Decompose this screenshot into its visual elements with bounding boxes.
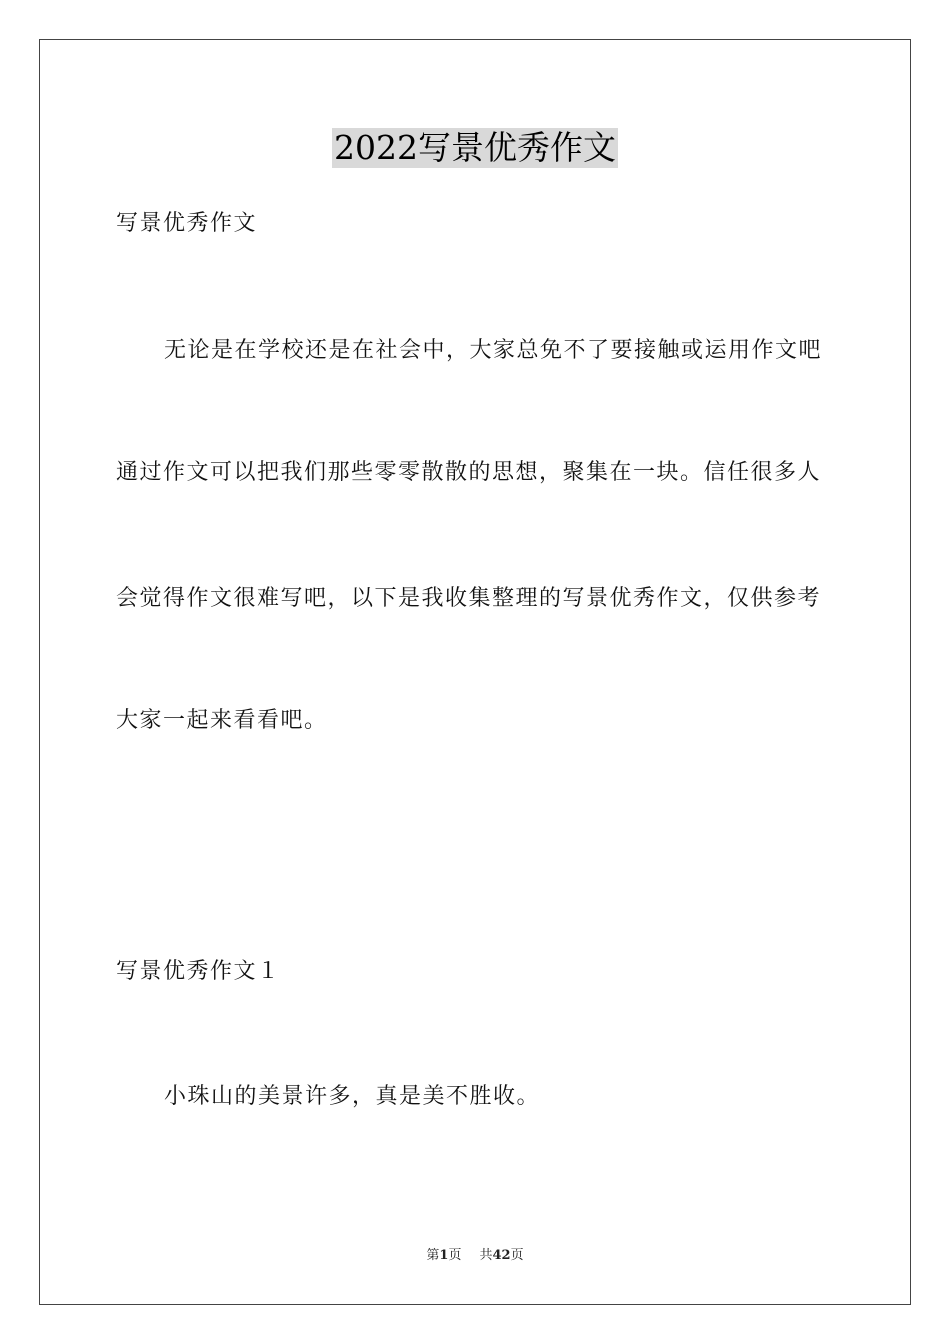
title-container xyxy=(0,128,950,168)
total-suffix: 页 xyxy=(510,1248,524,1263)
intro-line-2: 通过作文可以把我们那些零零散散的思想，聚集在一块。信任很多人 xyxy=(116,460,822,485)
page-footer xyxy=(0,1247,950,1265)
page-prefix: 第 xyxy=(426,1248,440,1263)
section-heading: 写景优秀作文１ xyxy=(116,959,281,984)
document-title: 2022写景优秀作文 xyxy=(334,128,616,167)
intro-line-4: 大家一起来看看吧。 xyxy=(116,708,328,733)
total-pages: 42 xyxy=(492,1248,511,1263)
page-suffix: 页 xyxy=(448,1248,462,1263)
section-paragraph-line-1: 小珠山的美景许多，真是美不胜收。 xyxy=(164,1084,541,1109)
document-subtitle: 写景优秀作文 xyxy=(116,211,258,236)
intro-line-1: 无论是在学校还是在社会中，大家总免不了要接触或运用作文吧 xyxy=(164,338,823,363)
page-number: 1 xyxy=(439,1248,449,1263)
total-prefix: 共 xyxy=(479,1248,493,1263)
intro-line-3: 会觉得作文很难写吧，以下是我收集整理的写景优秀作文，仅供参考 xyxy=(116,586,822,611)
